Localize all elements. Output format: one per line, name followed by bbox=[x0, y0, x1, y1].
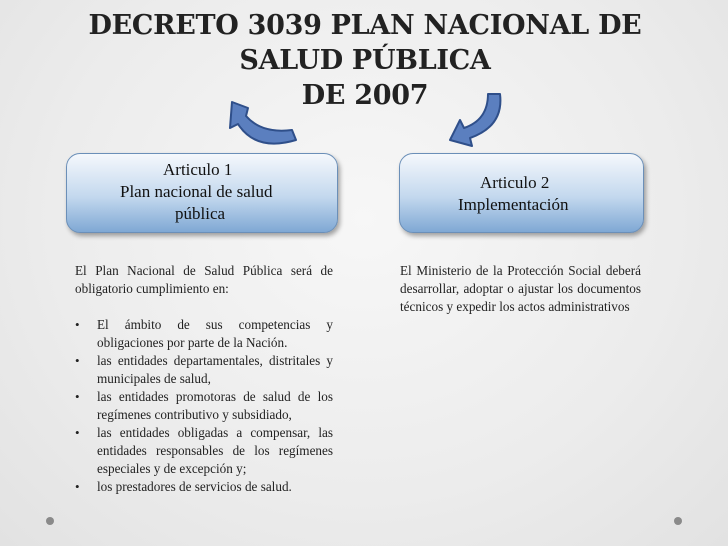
article-2-box bbox=[399, 153, 644, 233]
article-1-text bbox=[75, 262, 333, 496]
curved-arrow-down-right-icon bbox=[430, 88, 512, 150]
slide-title bbox=[40, 8, 690, 113]
title-line-3: DE 2007 bbox=[301, 80, 429, 111]
list-item: • las entidades promotoras de salud de los regímenes contributivo y subsidiado, bbox=[75, 388, 333, 424]
article-1-label: Articulo 1 bbox=[163, 160, 233, 179]
decorative-dot-right bbox=[674, 517, 682, 525]
title-line-1: DECRETO 3039 PLAN NACIONAL DE bbox=[88, 10, 642, 41]
article-1-bullet-list bbox=[75, 316, 333, 496]
article-1-intro: El Plan Nacional de Salud Pública será de obligatorio cumplimiento en: bbox=[75, 263, 333, 296]
article-2-title: Implementación bbox=[458, 195, 569, 214]
article-2-label: Articulo 2 bbox=[480, 173, 550, 192]
article-2-paragraph: El Ministerio de la Protección Social deberá desarrollar, adoptar o ajustar los documentos técnicos y expedir los actos administrativos bbox=[400, 263, 641, 314]
article-1-box bbox=[66, 153, 338, 233]
title-line-2: SALUD PÚBLICA bbox=[239, 45, 491, 76]
article-1-title-line-2: pública bbox=[175, 204, 226, 223]
list-item: • las entidades departamentales, distritales y municipales de salud, bbox=[75, 352, 333, 388]
curved-arrow-down-left-icon bbox=[222, 96, 300, 154]
decorative-dot-left bbox=[46, 517, 54, 525]
list-item: • los prestadores de servicios de salud. bbox=[75, 478, 333, 496]
list-item: • El ámbito de sus competencias y obligaciones por parte de la Nación. bbox=[75, 316, 333, 352]
article-2-text bbox=[400, 262, 641, 316]
list-item: • las entidades obligadas a compensar, las entidades responsables de los regímenes especiales y de excepción y; bbox=[75, 424, 333, 478]
article-1-title-line-1: Plan nacional de salud bbox=[120, 182, 273, 201]
